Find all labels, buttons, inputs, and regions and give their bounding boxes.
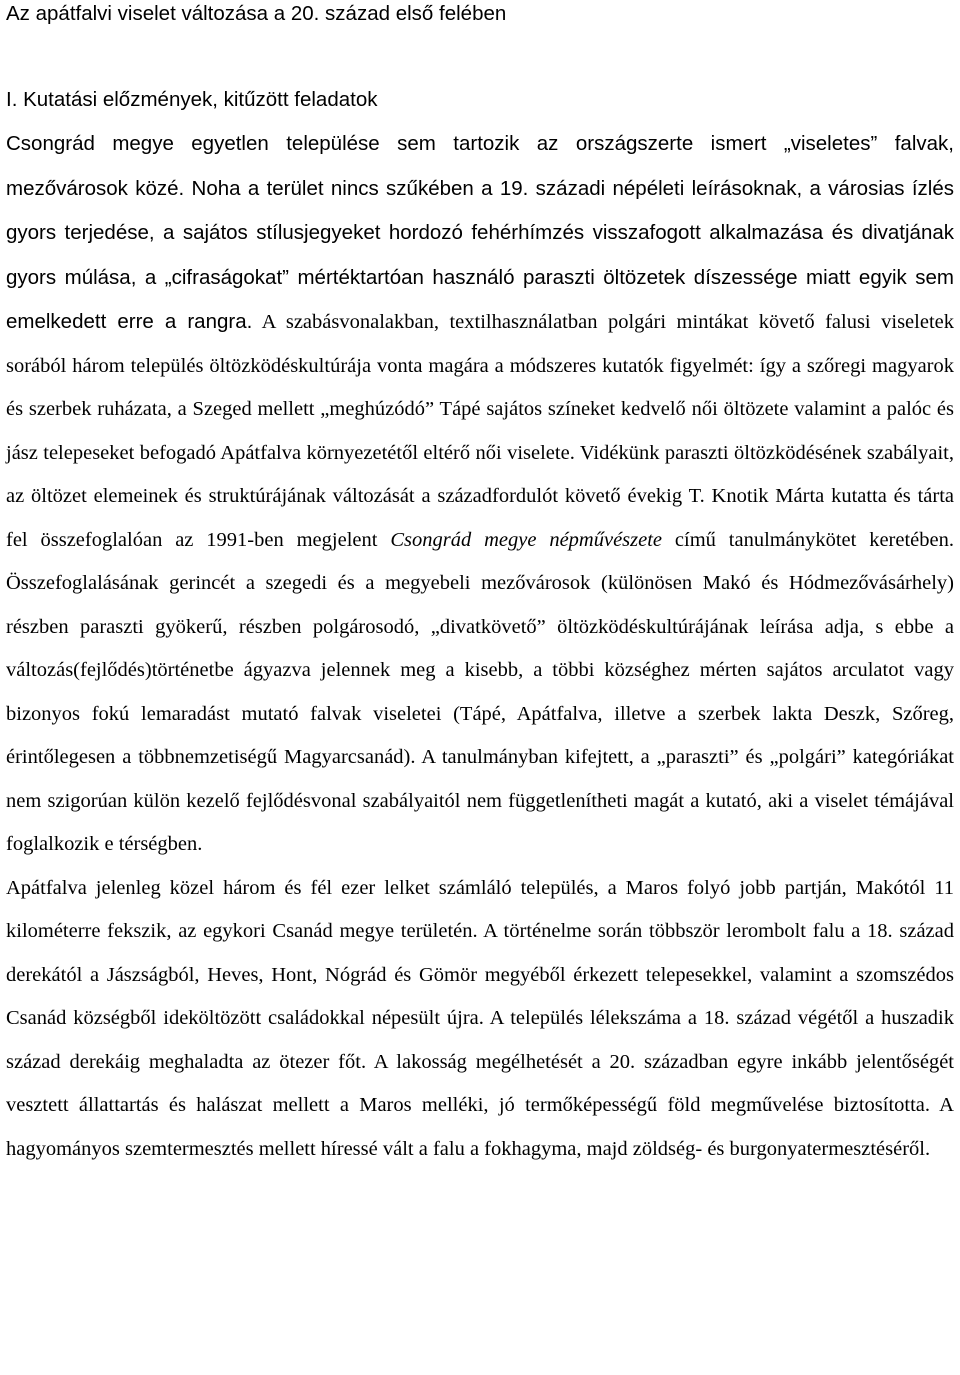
paragraph-serif-part-end: című tanulmánykötet keretében. Összefoglalásának gerincét a szegedi és a megyebeli mezővárosok (különösen Makó és Hódmezővásárhely) részben paraszti gyökerű, részben polgárosodó, „divatkövető” öltözködéskultúrájának leírása adja, s ebbe a változás(fejlődés)történetbe ágyazva jelennek meg a kisebb, a többi községhez mérten sajátos arculatot vagy bizonyos fokú lemaradást mutató falvak viseletei (Tápé, Apátfalva, illetve a szerbek lakta Deszk, Szőreg, érintőlegesen a többnemzetiségű Magyarcsanád). A tanulmányban kifejtett, a „paraszti” és „polgári” kategóriákat nem szigorúan külön kezelő fejlődésvonal szabályaitól nem függetlenítheti magát a kutató, aki a viselet témájával foglalkozik e térségben. <box>6 528 954 855</box>
document-page <box>6 0 954 1171</box>
document-title: Az apátfalvi viselet változása a 20. század első felében <box>6 2 507 25</box>
book-title: Csongrád megye népművészete <box>390 528 663 551</box>
paragraph-serif-part: A szabásvonalakban, textilhasználatban polgári mintákat követő falusi viseletek sorából három település öltözködéskultúrája vonta magára a módszeres kutatók figyelmét: így a szőregi magyarok és szerbek ruházata, a Szeged mellett „meghúzódó” Tápé sajátos színeket kedvelő női öltözete valamint a palóc és jász telepeseket befogadó Apátfalva környezetétől eltérő női viselete. Vidékünk paraszti öltözködésének szabályait, az öltözet elemeinek és struktúrájának változását a századfordulót követő évekig T. Knotik Márta kutatta és tárta fel összefoglalóan az 1991-ben megjelent <box>6 311 954 551</box>
paragraph-apatfalva: Apátfalva jelenleg közel három és fél ezer lelket számláló település, a Maros folyó jobb partján, Makótól 11 kilométerre fekszik, az egykori Csanád megye területén. A történelme során többször lerombolt falu a 18. század derekától a Jászságból, Heves, Hont, Nógrád és Gömör megyéből érkezett telepesekkel, valamint a szomszédos Csanád községből ideköltözött családokkal népesült újra. A település lélekszáma a 18. század végétől a huszadik század derekáig meghaladta az ötezer főt. A lakosság megélhetését a 20. században egyre inkább jelentőségét vesztett állattartás és halászat mellett a Maros melléki, jó termőképességű föld megművelése biztosította. A hagyományos szemtermesztés mellett híressé vált a falu a fokhagyma, majd zöldség- és burgonyatermesztéséről. <box>6 876 954 1160</box>
paragraph-research-background <box>6 122 954 867</box>
section-heading: I. Kutatási előzmények, kitűzött feladatok <box>6 88 378 111</box>
paragraph-sans-part: Csongrád megye egyetlen települése sem tartozik az országszerte ismert „viseletes” falvak, mezővárosok közé. Noha a terület nincs szűkében a 19. századi népéleti leírásoknak, a városias ízlés gyors terjedése, a sajátos stílusjegyeket hordozó fehérhímzés visszafogott alkalmazása és divatjának gyors múlása, a „cifraságokat” mértéktartóan használó paraszti öltözetek díszessége miatt egyik sem emelkedett erre a rangra. <box>6 132 954 333</box>
